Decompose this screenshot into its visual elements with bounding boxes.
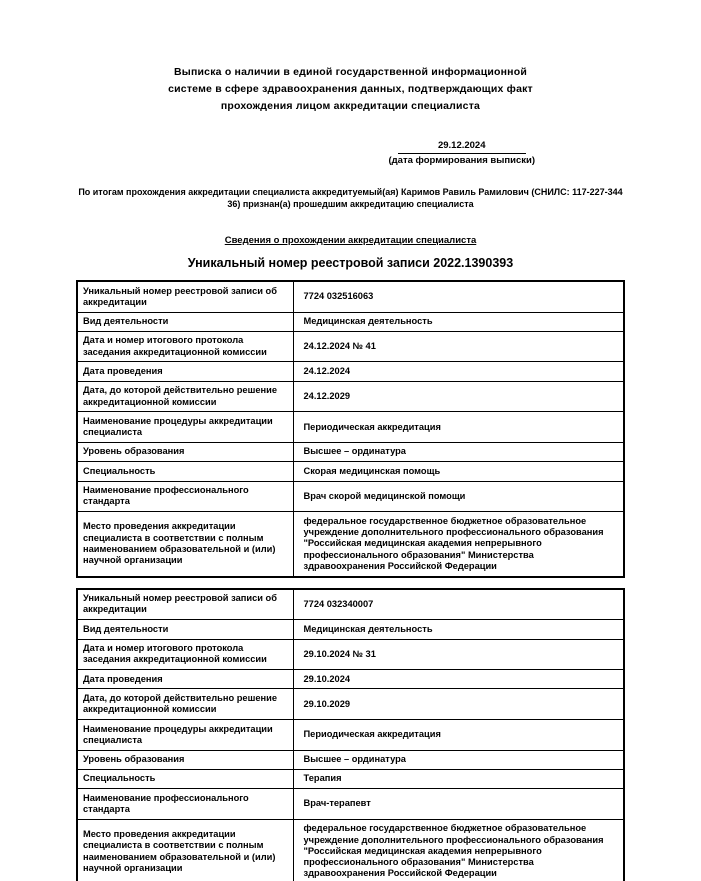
table-row: [77, 670, 624, 689]
table-row: [77, 589, 624, 620]
row-label: Уникальный номер реестровой записи об аккредитации: [77, 281, 293, 312]
table-row: [77, 512, 624, 577]
row-value: Скорая медицинская помощь: [293, 462, 624, 481]
row-label: Наименование процедуры аккредитации специалиста: [77, 720, 293, 751]
extract-date: 29.12.2024: [398, 140, 526, 154]
row-value: Периодическая аккредитация: [293, 412, 624, 443]
registry-number-heading: Уникальный номер реестровой записи 2022.1390393: [187, 256, 514, 270]
row-label: Дата, до которой действительно решение аккредитационной комиссии: [77, 381, 293, 412]
row-value: федеральное государственное бюджетное образовательное учреждение дополнительного профессионального образования "Российская медицинская академия непрерывного профессионального образования" Министерства здравоохранения Российской Федерации: [293, 819, 624, 881]
row-value: Врач-терапевт: [293, 789, 624, 820]
row-value: 7724 032516063: [293, 281, 624, 312]
table-row: [77, 281, 624, 312]
row-label: Специальность: [77, 769, 293, 788]
row-label: Уровень образования: [77, 750, 293, 769]
row-label: Вид деятельности: [77, 312, 293, 331]
row-label: Наименование профессионального стандарта: [77, 481, 293, 512]
row-value: Медицинская деятельность: [293, 312, 624, 331]
row-value: 29.10.2029: [293, 689, 624, 720]
row-value: 24.12.2029: [293, 381, 624, 412]
row-label: Уникальный номер реестровой записи об аккредитации: [77, 589, 293, 620]
row-value: Высшее – ординатура: [293, 442, 624, 461]
row-value: Высшее – ординатура: [293, 750, 624, 769]
row-label: Место проведения аккредитации специалиста в соответствии с полным наименованием образовательной и (или) научной организации: [77, 512, 293, 577]
accreditation-table-2: [76, 588, 625, 881]
table-row: [77, 442, 624, 461]
extract-date-block: [388, 135, 535, 167]
row-label: Уровень образования: [77, 442, 293, 461]
row-value: Терапия: [293, 769, 624, 788]
row-value: Медицинская деятельность: [293, 620, 624, 639]
table-row: [77, 689, 624, 720]
row-label: Дата, до которой действительно решение аккредитационной комиссии: [77, 689, 293, 720]
row-label: Место проведения аккредитации специалиста в соответствии с полным наименованием образовательной и (или) научной организации: [77, 819, 293, 881]
row-value: 24.12.2024 № 41: [293, 331, 624, 362]
table-row: [77, 462, 624, 481]
table-row: [77, 720, 624, 751]
table-row: [77, 819, 624, 881]
extract-date-caption: (дата формирования выписки): [388, 155, 535, 166]
row-label: Наименование процедуры аккредитации специалиста: [77, 412, 293, 443]
table-row: [77, 381, 624, 412]
row-value: Врач скорой медицинской помощи: [293, 481, 624, 512]
row-value: 29.10.2024 № 31: [293, 639, 624, 670]
table-row: [77, 620, 624, 639]
row-value: Периодическая аккредитация: [293, 720, 624, 751]
table-row: [77, 789, 624, 820]
table-row: [77, 750, 624, 769]
document-title: Выписка о наличии в единой государственной информационной системе в сфере здравоохранения данных, подтверждающих факт прохождения лицом аккредитации специалиста: [168, 66, 533, 112]
table-row: [77, 312, 624, 331]
row-value: 7724 032340007: [293, 589, 624, 620]
row-label: Дата проведения: [77, 670, 293, 689]
row-label: Вид деятельности: [77, 620, 293, 639]
row-label: Дата и номер итогового протокола заседания аккредитационной комиссии: [77, 639, 293, 670]
table-row: [77, 331, 624, 362]
row-value: 24.12.2024: [293, 362, 624, 381]
table-row: [77, 639, 624, 670]
accreditation-table-1: [76, 280, 625, 578]
row-value: федеральное государственное бюджетное образовательное учреждение дополнительного профессионального образования "Российская медицинская академия непрерывного профессионального образования" Министерства здравоохранения Российской Федерации: [293, 512, 624, 577]
section-subtitle: Сведения о прохождении аккредитации специалиста: [224, 235, 477, 246]
table-row: [77, 769, 624, 788]
row-value: 29.10.2024: [293, 670, 624, 689]
row-label: Специальность: [77, 462, 293, 481]
table-row: [77, 362, 624, 381]
table-row: [77, 412, 624, 443]
row-label: Дата и номер итогового протокола заседания аккредитационной комиссии: [77, 331, 293, 362]
accreditation-result-paragraph: По итогам прохождения аккредитации специалиста аккредитуемый(ая) Каримов Равиль Рамилович (СНИЛС: 117-227-344 36) признан(а) прошедшим аккредитацию специалиста: [78, 187, 623, 209]
table-row: [77, 481, 624, 512]
row-label: Наименование профессионального стандарта: [77, 789, 293, 820]
row-label: Дата проведения: [77, 362, 293, 381]
